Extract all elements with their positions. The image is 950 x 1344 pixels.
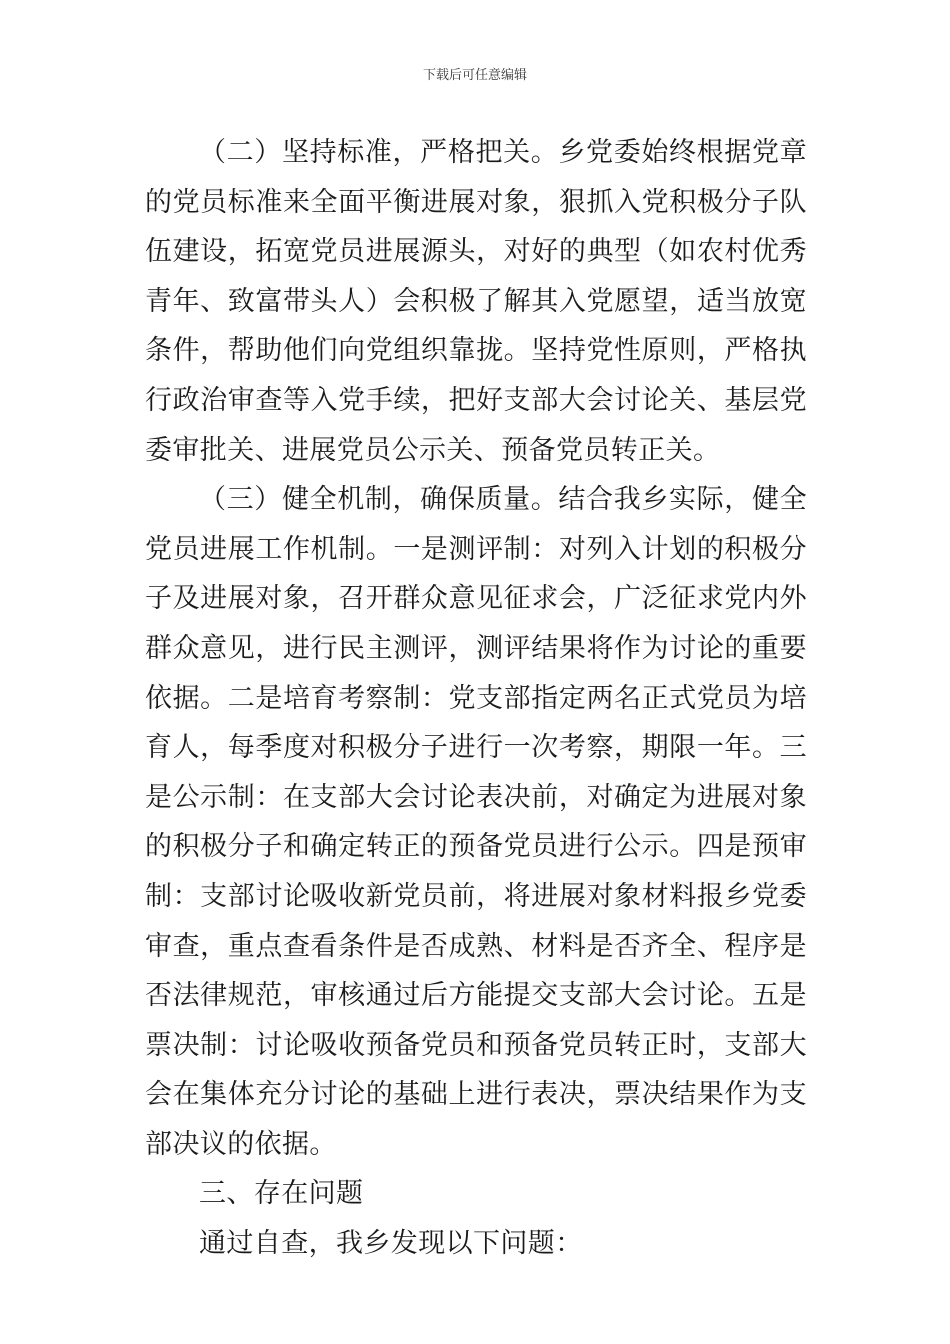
section-heading-problems: 三、存在问题: [199, 1178, 364, 1210]
document-body: [145, 128, 807, 1269]
paragraph-improve-mechanism: （三）健全机制，确保质量。结合我乡实际，健全党员进展工作机制。一是测评制：对列入计划的积极分子及进展对象，召开群众意见征求会，广泛征求党内外群众意见，进行民主测评，测评结果将作为讨论的重要依据。二是培育考察制：党支部指定两名正式党员为培育人，每季度对积极分子进行一次考察，期限一年。三是公示制：在支部大会讨论表决前，对确定为进展对象的积极分子和确定转正的预备党员进行公示。四是预审制：支部讨论吸收新党员前，将进展对象材料报乡党委审查，重点查看条件是否成熟、材料是否齐全、程序是否法律规范，审核通过后方能提交支部大会讨论。五是票决制：讨论吸收预备党员和预备党员转正时，支部大会在集体充分讨论的基础上进行表决，票决结果作为支部决议的依据。: [145, 484, 807, 1160]
page-header-note: 下载后可任意编辑: [422, 68, 527, 83]
paragraph-adhere-standards: （二）坚持标准，严格把关。乡党委始终根据党章的党员标准来全面平衡进展对象，狠抓入党积极分子队伍建设，拓宽党员进展源头，对好的典型（如农村优秀青年、致富带头人）会积极了解其入党愿望，适当放宽条件，帮助他们向党组织靠拢。坚持党性原则，严格执行政治审查等入党手续，把好支部大会讨论关、基层党委审批关、进展党员公示关、预备党员转正关。: [145, 137, 807, 466]
paragraph-self-check: 通过自查，我乡发现以下问题：: [199, 1228, 583, 1260]
